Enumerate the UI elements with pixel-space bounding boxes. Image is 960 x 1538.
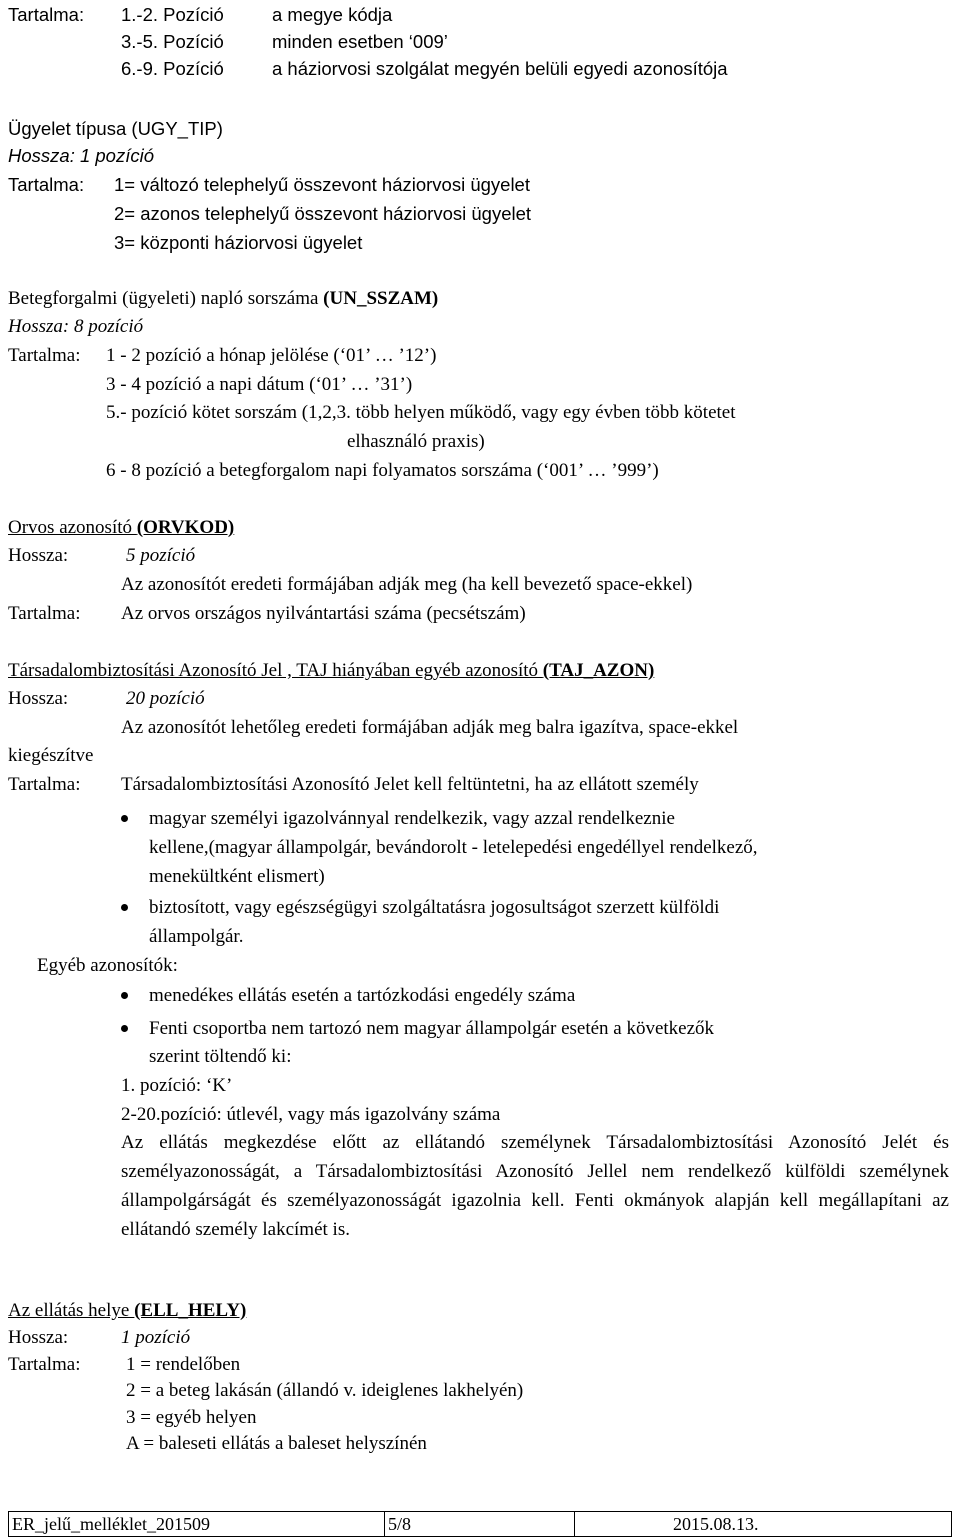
s1-val-2: minden esetben ‘009’ — [272, 31, 448, 52]
s5-length-value: 20 pozíció — [126, 688, 205, 709]
s5-bullet-4-line-2: szerint töltendő ki: — [149, 1046, 292, 1067]
s1-pos-1: 1.-2. Pozíció — [121, 4, 224, 25]
s5-bullet-4-line-1: Fenti csoportba nem tartozó nem magyar állampolgár esetén a következők — [149, 1014, 714, 1043]
s2-length: Hossza: 1 pozíció — [8, 145, 155, 166]
s6-length-value: 1 pozíció — [121, 1327, 191, 1348]
footer-page-number: 5/8 — [385, 1512, 575, 1536]
s2-item-1: 1= változó telephelyű összevont háziorvosi ügyelet — [114, 174, 530, 195]
s3-line-3b: elhasználó praxis) — [347, 431, 485, 452]
s1-pos-3: 6.-9. Pozíció — [121, 58, 224, 79]
s5-paragraph: Az ellátás megkezdése előtt az ellátandó személynek Társadalombiztosítási Azonosító Jelét és személyazonosságát, a Társadalombiztosítási Azonosító Jellel nem rendelkező külföldi személynek állampolgárságát és személyazonosságát igazolnia kell. Fenti okmányok alapján kell megállapítani az ellátandó személy lakcímét is. — [121, 1132, 949, 1240]
s5-title: Társadalombiztosítási Azonosító Jel , TAJ hiányában egyéb azonosító (TAJ_AZON) — [8, 660, 655, 681]
s3-line-4: 6 - 8 pozíció a betegforgalom napi folyamatos sorszáma (‘001’ … ’999’) — [106, 460, 659, 481]
s5-length-label: Hossza: — [8, 688, 69, 709]
s5-bullet-1-line-2: kellene,(magyar állampolgár, bevándorolt - letelepedési engedéllyel rendelkező, — [149, 837, 758, 858]
s1-val-3: a háziorvosi szolgálat megyén belüli egyedi azonosítója — [272, 58, 728, 79]
s3-line-2: 3 - 4 pozíció a napi dátum (‘01’ … ’31’) — [106, 374, 413, 395]
s6-item-4: A = baleseti ellátás a baleset helyszínén — [126, 1433, 427, 1454]
s3-length: Hossza: 8 pozíció — [8, 316, 144, 337]
s3-title: Betegforgalmi (ügyeleti) napló sorszáma (UN_SSZAM) — [8, 288, 439, 309]
s2-item-3: 3= központi háziorvosi ügyelet — [114, 232, 363, 253]
s6-item-1: 1 = rendelőben — [126, 1354, 241, 1375]
s5-content-label: Tartalma: — [8, 774, 81, 795]
s4-length-value: 5 pozíció — [126, 545, 196, 566]
s1-pos-2: 3.-5. Pozíció — [121, 31, 224, 52]
s5-content: Társadalombiztosítási Azonosító Jelet kell feltüntetni, ha az ellátott személy — [121, 774, 699, 795]
s6-content-label: Tartalma: — [8, 1354, 81, 1375]
s5-bullet-1-line-3: menekültként elismert) — [149, 866, 325, 887]
s5-position-2-20: 2-20.pozíció: útlevél, vagy más igazolvány száma — [121, 1104, 501, 1125]
s4-title: Orvos azonosító (ORVKOD) — [8, 517, 235, 538]
footer-date: 2015.08.13. — [673, 1514, 759, 1534]
footer-table — [8, 1511, 952, 1537]
s5-note-cont: kiegészítve — [8, 745, 94, 766]
s4-content-label: Tartalma: — [8, 603, 81, 624]
s2-content-label: Tartalma: — [8, 174, 85, 195]
s6-item-2: 2 = a beteg lakásán (állandó v. ideiglenes lakhelyén) — [126, 1380, 524, 1401]
s5-position-1: 1. pozíció: ‘K’ — [121, 1075, 233, 1096]
s5-other-label: Egyéb azonosítók: — [37, 955, 178, 976]
s2-item-2: 2= azonos telephelyű összevont háziorvosi ügyelet — [114, 203, 532, 224]
s2-title: Ügyelet típusa (UGY_TIP) — [8, 118, 223, 139]
s1-val-1: a megye kódja — [272, 4, 393, 25]
s4-content: Az orvos országos nyilvántartási száma (pecsétszám) — [121, 603, 526, 624]
s4-length-label: Hossza: — [8, 545, 69, 566]
s6-length-label: Hossza: — [8, 1327, 69, 1348]
footer-document-name: ER_jelű_melléklet_201509 — [9, 1512, 385, 1536]
s6-item-3: 3 = egyéb helyen — [126, 1407, 257, 1428]
s5-bullet-1-line-1: magyar személyi igazolvánnyal rendelkezik, vagy azzal rendelkeznie — [149, 804, 675, 833]
s5-bullet-2-line-1: biztosított, vagy egészségügyi szolgáltatásra jogosultságot szerzett külföldi — [149, 893, 719, 922]
s4-note: Az azonosítót eredeti formájában adják meg (ha kell bevezető space-ekkel) — [121, 574, 693, 595]
s5-bullet-2-line-2: állampolgár. — [149, 926, 244, 947]
s3-line-1: 1 - 2 pozíció a hónap jelölése (‘01’ … ’12’) — [106, 345, 437, 366]
s5-bullet-3: menedékes ellátás esetén a tartózkodási engedély száma — [149, 981, 575, 1010]
s3-line-3: 5.- pozíció kötet sorszám (1,2,3. több helyen működő, vagy egy évben több kötetet — [106, 402, 736, 423]
s3-content-label: Tartalma: — [8, 345, 81, 366]
s5-note: Az azonosítót lehetőleg eredeti formájában adják meg balra igazítva, space-ekkel — [121, 717, 739, 738]
s1-label: Tartalma: — [8, 4, 85, 25]
s6-title: Az ellátás helye (ELL_HELY) — [8, 1300, 247, 1321]
